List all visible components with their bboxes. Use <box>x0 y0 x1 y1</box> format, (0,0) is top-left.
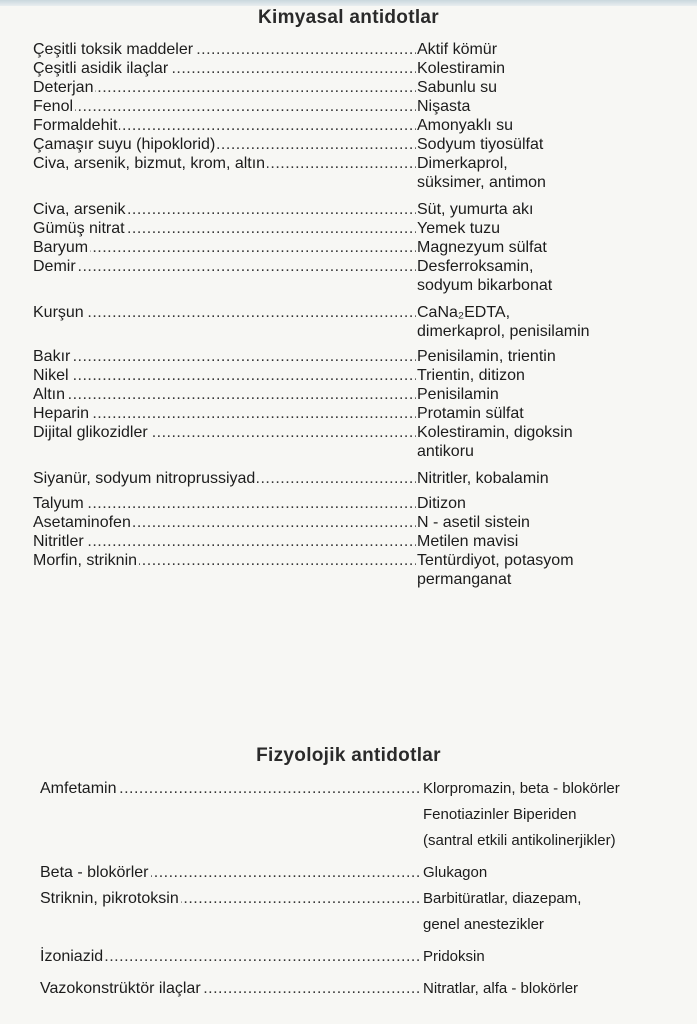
fizyolojik-row <box>40 860 670 886</box>
antidote-line: N - asetil sistein <box>417 514 530 531</box>
antidote-line: Nitritler, kobalamin <box>417 470 549 487</box>
antidote-value <box>416 40 663 59</box>
kimyasal-row <box>33 366 663 385</box>
substance-label: Kurşun <box>33 304 84 321</box>
kimyasal-row <box>33 154 663 192</box>
antidote-value <box>416 238 663 257</box>
antidote-line: Penisilamin, trientin <box>417 348 556 365</box>
substance-name <box>33 219 416 238</box>
substance-name <box>33 385 416 404</box>
substance-name <box>40 860 422 886</box>
antidote-value <box>416 385 663 404</box>
antidote-value <box>416 366 663 385</box>
antidote-line: Dimerkaprol, <box>417 155 508 172</box>
antidote-line: Fenotiazinler Biperiden <box>423 806 577 823</box>
substance-label: Beta - blokörler <box>40 864 149 881</box>
fizyolojik-row <box>40 944 670 970</box>
antidote-line: Kolestiramin, digoksin <box>417 424 573 441</box>
kimyasal-row <box>33 40 663 59</box>
substance-label: Vazokonstrüktör ilaçlar <box>40 980 201 997</box>
kimyasal-row <box>33 404 663 423</box>
substance-label: Nitritler <box>33 533 84 550</box>
kimyasal-row <box>33 116 663 135</box>
substance-name <box>33 347 416 366</box>
substance-name <box>33 200 416 219</box>
substance-label: Dijital glikozidler <box>33 424 148 441</box>
kimyasal-row <box>33 59 663 78</box>
substance-name <box>33 116 416 135</box>
substance-label: Fenol <box>33 98 74 115</box>
antidote-value <box>422 776 670 854</box>
substance-label: Heparin <box>33 405 90 422</box>
substance-label: Civa, arsenik <box>33 201 126 218</box>
antidote-value <box>416 494 663 513</box>
antidote-value <box>416 423 663 461</box>
antidote-value <box>416 219 663 238</box>
antidote-line: Desferroksamin, <box>417 258 534 275</box>
kimyasal-row <box>33 469 663 488</box>
fizyolojik-row <box>40 886 670 938</box>
substance-label: Asetaminofen <box>33 514 131 531</box>
antidote-value <box>416 97 663 116</box>
substance-name <box>33 59 416 78</box>
substance-label: Formaldehit <box>33 117 118 134</box>
antidote-value <box>416 513 663 532</box>
substance-label: Siyanür, sodyum nitroprussiyad <box>33 470 256 487</box>
substance-name <box>33 257 416 276</box>
kimyasal-row <box>33 238 663 257</box>
substance-name <box>33 303 416 322</box>
substance-label: Talyum <box>33 495 84 512</box>
antidote-value <box>416 532 663 551</box>
kimyasal-antidote-list <box>33 40 663 589</box>
substance-name <box>40 886 422 912</box>
antidote-line: Nitratlar, alfa - blokörler <box>423 980 579 997</box>
antidote-line: sodyum bikarbonat <box>417 277 553 294</box>
antidote-value <box>416 404 663 423</box>
substance-name <box>33 404 416 423</box>
substance-label: Deterjan <box>33 79 94 96</box>
antidote-line: Ditizon <box>417 495 466 512</box>
antidote-value <box>416 469 663 488</box>
substance-label: Baryum <box>33 239 89 256</box>
antidote-value <box>416 59 663 78</box>
antidote-line: Amonyaklı su <box>417 117 514 134</box>
antidote-line: Klorpromazin, beta - blokörler <box>423 780 620 797</box>
antidote-line: antikoru <box>417 443 474 460</box>
antidote-value <box>416 154 663 192</box>
antidote-line: Penisilamin <box>417 386 499 403</box>
antidote-line: CaNa₂EDTA, <box>417 304 511 321</box>
antidote-line: Sodyum tiyosülfat <box>417 136 544 153</box>
substance-name <box>33 154 416 173</box>
substance-name <box>33 551 416 570</box>
antidote-line: Pridoksin <box>423 948 485 965</box>
section-title-fizyolojik: Fizyolojik antidotlar <box>256 745 441 766</box>
substance-name <box>40 976 422 1002</box>
kimyasal-row <box>33 532 663 551</box>
antidote-value <box>422 976 670 1002</box>
substance-name <box>33 238 416 257</box>
antidote-line: Magnezyum sülfat <box>417 239 547 256</box>
substance-name <box>33 40 416 59</box>
antidote-value <box>416 303 663 341</box>
substance-label: Gümüş nitrat <box>33 220 125 237</box>
antidote-line: Trientin, ditizon <box>417 367 525 384</box>
substance-name <box>33 532 416 551</box>
antidote-line: dimerkaprol, penisilamin <box>417 323 590 340</box>
section-title-kimyasal: Kimyasal antidotlar <box>258 7 439 28</box>
antidote-line: genel anestezikler <box>423 916 544 933</box>
substance-name <box>33 366 416 385</box>
kimyasal-row <box>33 513 663 532</box>
substance-name <box>33 513 416 532</box>
fizyolojik-antidote-list <box>40 776 670 1002</box>
antidote-line: (santral etkili antikolinerjikler) <box>423 832 616 849</box>
antidote-value <box>416 551 663 589</box>
antidote-value <box>422 886 670 938</box>
substance-label: Nikel <box>33 367 69 384</box>
antidote-value <box>422 860 670 886</box>
antidote-line: süksimer, antimon <box>417 174 546 191</box>
kimyasal-row <box>33 347 663 366</box>
antidote-line: Yemek tuzu <box>417 220 501 237</box>
kimyasal-row <box>33 257 663 295</box>
kimyasal-row <box>33 494 663 513</box>
kimyasal-row <box>33 385 663 404</box>
substance-name <box>40 776 422 802</box>
substance-label: İzoniazid <box>40 948 104 965</box>
substance-name <box>33 494 416 513</box>
substance-label: Civa, arsenik, bizmut, krom, altın <box>33 155 266 172</box>
substance-label: Amfetamin <box>40 780 117 797</box>
substance-label: Striknin, pikrotoksin <box>40 890 179 907</box>
antidote-line: permanganat <box>417 571 512 588</box>
antidote-line: Barbitüratlar, diazepam, <box>423 890 582 907</box>
antidote-line: Sabunlu su <box>417 79 498 96</box>
substance-name <box>33 78 416 97</box>
antidote-value <box>416 200 663 219</box>
antidote-line: Glukagon <box>423 864 488 881</box>
antidote-line: Aktif kömür <box>417 41 498 58</box>
kimyasal-row <box>33 423 663 461</box>
substance-label: Bakır <box>33 348 71 365</box>
kimyasal-row <box>33 135 663 154</box>
substance-label: Morfin, striknin <box>33 552 138 569</box>
substance-name <box>33 423 416 442</box>
substance-label: Demir <box>33 258 76 275</box>
antidote-value <box>416 78 663 97</box>
substance-name <box>40 944 422 970</box>
substance-label: Çamaşır suyu (hipoklorid) <box>33 136 216 153</box>
antidote-line: Protamin sülfat <box>417 405 524 422</box>
substance-name <box>33 97 416 116</box>
antidote-value <box>416 347 663 366</box>
substance-label: Çeşitli toksik maddeler <box>33 41 194 58</box>
substance-label: Çeşitli asidik ilaçlar <box>33 60 169 77</box>
kimyasal-row <box>33 551 663 589</box>
antidote-line: Süt, yumurta akı <box>417 201 534 218</box>
kimyasal-row <box>33 200 663 219</box>
fizyolojik-row <box>40 976 670 1002</box>
antidote-line: Metilen mavisi <box>417 533 519 550</box>
antidote-line: Kolestiramin <box>417 60 506 77</box>
kimyasal-row <box>33 303 663 341</box>
fizyolojik-row <box>40 776 670 854</box>
substance-name <box>33 469 416 488</box>
kimyasal-row <box>33 219 663 238</box>
antidote-value <box>416 135 663 154</box>
kimyasal-row <box>33 78 663 97</box>
kimyasal-row <box>33 97 663 116</box>
antidote-line: Tentürdiyot, potasyom <box>417 552 574 569</box>
antidote-value <box>416 116 663 135</box>
antidote-line: Nişasta <box>417 98 471 115</box>
antidote-value <box>422 944 670 970</box>
substance-name <box>33 135 416 154</box>
antidote-value <box>416 257 663 295</box>
substance-label: Altın <box>33 386 66 403</box>
